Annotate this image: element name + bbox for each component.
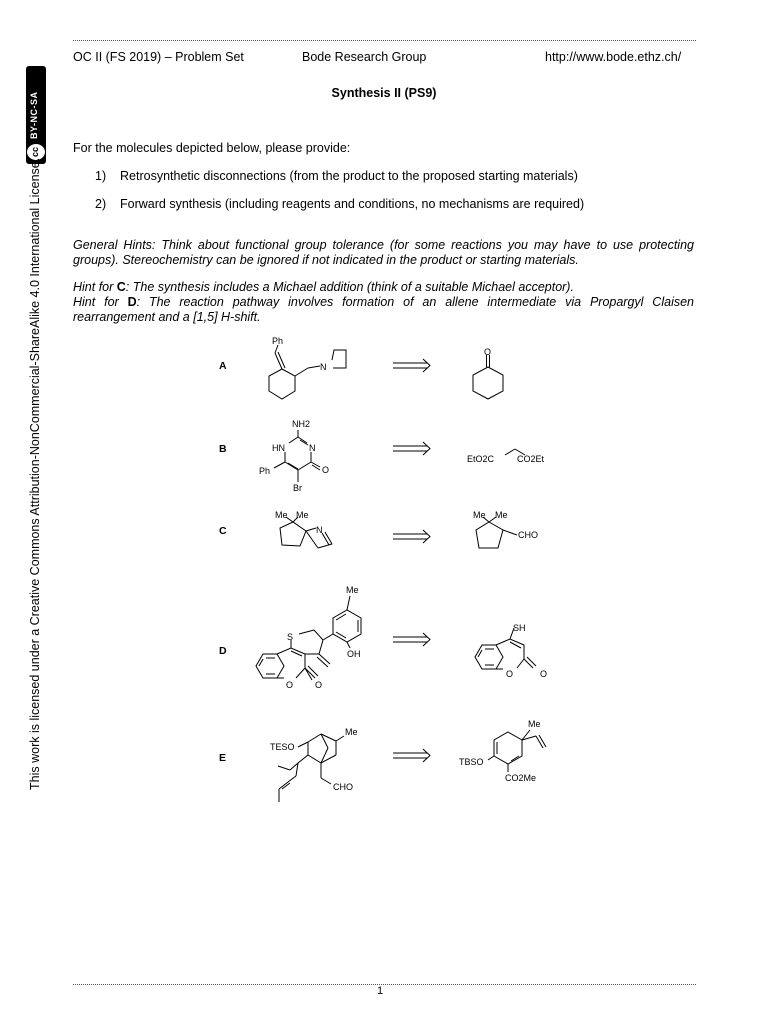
task-1-number: 1)	[95, 169, 107, 183]
retro-arrow-c	[393, 530, 430, 543]
atom-me: Me	[345, 727, 358, 737]
task-1-text: Retrosynthetic disconnections (from the product to the proposed starting materials)	[120, 169, 578, 183]
task-2-number: 2)	[95, 197, 107, 211]
hint-d-prefix: Hint for	[73, 295, 128, 309]
page-number: 1	[376, 985, 384, 997]
group-url: http://www.bode.ethz.ch/	[545, 50, 682, 64]
atom-oh: OH	[347, 649, 361, 659]
atom-nh2: NH2	[292, 419, 311, 429]
general-hints: General Hints: Think about functional group tolerance (for some reactions you may have to use protecting groups). Stereochemistry can be ignored if not indicated in the product or starting materials.	[73, 238, 694, 267]
atom-me: Me	[495, 510, 508, 520]
molecule-a-start	[473, 355, 503, 399]
hint-c-text: : The synthesis includes a Michael addition (think of a suitable Michael acceptor).	[125, 280, 574, 294]
molecule-figure	[0, 330, 768, 820]
reagent-diethyl-malonate-right: CO2Et	[517, 454, 545, 464]
hint-d-text: : The reaction pathway involves formation of an allene intermediate via Propargyl Claisen rearrangement and a [1,5] H-shift.	[73, 295, 694, 324]
atom-o: O	[540, 669, 548, 679]
hint-c-prefix: Hint for	[73, 280, 117, 294]
molecule-c-label: C	[219, 525, 227, 537]
header-top-rule	[73, 40, 696, 41]
hint-c-letter: C	[116, 280, 126, 294]
hint-d	[73, 295, 694, 325]
molecule-a-product	[269, 345, 346, 399]
molecule-a-label: A	[219, 360, 227, 372]
molecule-b-product	[274, 430, 320, 482]
atom-ph: Ph	[259, 466, 271, 476]
task-2-text: Forward synthesis (including reagents and conditions, no mechanisms are required)	[120, 197, 585, 211]
retro-arrow-b	[393, 442, 430, 455]
atom-n: N	[309, 443, 316, 453]
hint-d-letter: D	[127, 295, 137, 309]
molecule-b-label: B	[219, 443, 227, 455]
atom-hn: HN	[272, 443, 285, 453]
atom-me: Me	[296, 510, 309, 520]
atom-me: Me	[346, 585, 359, 595]
atom-o: O	[322, 465, 330, 475]
atom-me: Me	[528, 719, 541, 729]
molecule-c-product	[280, 517, 332, 548]
atom-me: Me	[275, 510, 288, 520]
atom-cho: CHO	[518, 530, 538, 540]
page-title: Synthesis II (PS9)	[331, 86, 437, 100]
atom-n: N	[320, 362, 327, 372]
atom-tbso: TBSO	[459, 757, 484, 767]
research-group: Bode Research Group	[302, 50, 427, 64]
molecule-d-product	[256, 596, 361, 680]
molecule-e-start	[488, 730, 546, 772]
atom-cho: CHO	[333, 782, 353, 792]
atom-sh: SH	[513, 623, 526, 633]
atom-ph: Ph	[272, 336, 284, 346]
atom-o: O	[315, 680, 323, 690]
molecule-d-start	[475, 628, 536, 669]
atom-s: S	[287, 632, 294, 642]
molecule-c-start	[476, 517, 517, 548]
molecule-e-label: E	[219, 752, 227, 764]
retro-arrow-e	[393, 749, 430, 762]
reagent-diethyl-malonate-left: EtO2C	[467, 454, 495, 464]
course-title: OC II (FS 2019) – Problem Set	[73, 50, 244, 64]
atom-co2me: CO2Me	[505, 773, 537, 783]
license-text: This work is licensed under a Creative Commons Attribution-NonCommercial-ShareAlike 4.0 International License.	[28, 157, 42, 790]
atom-br: Br	[293, 483, 302, 493]
molecule-d-label: D	[219, 645, 227, 657]
atom-o: O	[286, 680, 294, 690]
atom-n: N	[316, 525, 323, 535]
retro-arrow-d	[393, 633, 430, 646]
retro-arrow-a	[393, 359, 430, 372]
cc-badge-text: BY-NC-SA	[29, 91, 39, 139]
hint-c	[73, 280, 694, 295]
atom-teso: TESO	[270, 742, 295, 752]
intro-text: For the molecules depicted below, please provide:	[73, 141, 351, 155]
atom-o: O	[484, 347, 492, 357]
atom-o: O	[506, 669, 514, 679]
atom-me: Me	[473, 510, 486, 520]
cc-logo-icon: cc	[26, 143, 46, 161]
